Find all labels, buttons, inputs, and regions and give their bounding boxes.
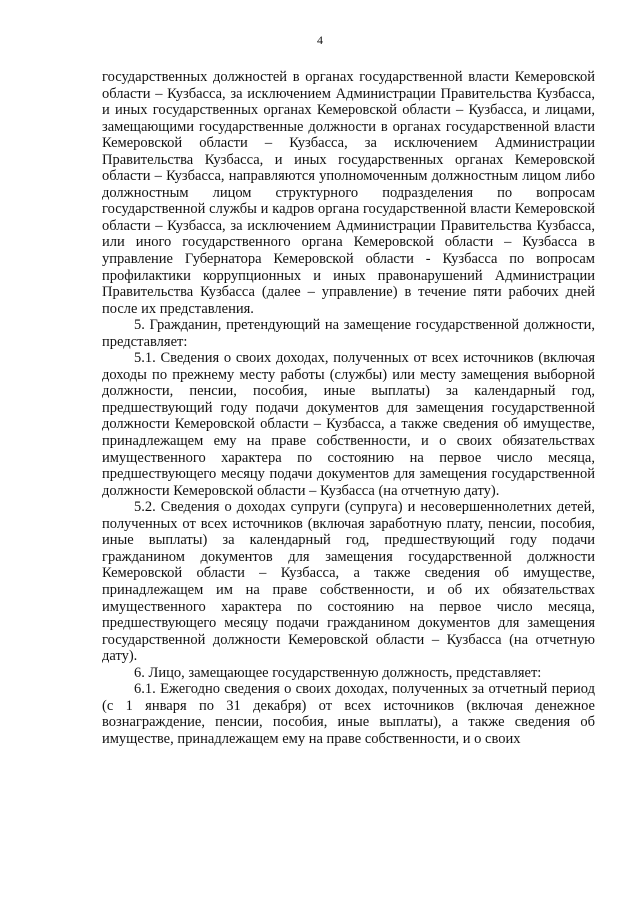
paragraph-item-5-1: 5.1. Сведения о своих доходах, полученных от всех источников (включая доходы по прежнему месту работы (службы) или месту замещения выборной должности, пенсии, пособия, иные выплаты) за календарный год, предшествующий году подачи документов для замещения государственной должности Кемеровской области – Кузбасса, а также сведения об имуществе, принадлежащем ему на праве собственности, и о своих обязательствах имущественного характера по состоянию на первое число месяца, предшествующего месяцу подачи документов для замещения государственной должности Кемеровской области – Кузбасса (на отчетную дату). (102, 350, 595, 499)
page-number: 4 (317, 33, 323, 47)
paragraph-item-6: 6. Лицо, замещающее государственную должность, представляет: (134, 664, 542, 681)
paragraph-item-5: 5. Гражданин, претендующий на замещение государственной должности, представляет: (102, 317, 595, 350)
paragraph-item-5-2: 5.2. Сведения о доходах супруги (супруга) и несовершеннолетних детей, полученных от всех источников (включая заработную плату, пенсии, пособия, иные выплаты) за календарный год, предшествующий году подачи гражданином документов для замещения государственной должности Кемеровской области – Кузбасса, а также сведения об имуществе, принадлежащем им на праве собственности, и об их обязательствах имущественного характера по состоянию на первое число месяца, предшествующего месяцу подачи гражданином документов для замещения государственной должности Кемеровской области – Кузбасса (на отчетную дату). (102, 499, 595, 665)
paragraph-item-6-1: 6.1. Ежегодно сведения о своих доходах, полученных за отчетный период (с 1 января по 31 декабря) от всех источников (включая денежное вознаграждение, пенсии, пособия, иные выплаты), а также сведения об имуществе, принадлежащем ему на праве собственности, и о своих (102, 681, 595, 747)
paragraph-continuation: государственных должностей в органах государственной власти Кемеровской области – Кузбасса, за исключением Администрации Правительства Кузбасса, и иных государственных органах Кемеровской области – Кузбасса, и лицами, замещающими государственные должности в органах государственной власти Кемеровской области – Кузбасса, за исключением Администрации Правительства Кузбасса, и иных государственных органах Кемеровской области – Кузбасса, направляются уполномоченным должностным лицом либо должностным лицом структурного подразделения по вопросам государственной службы и кадров органа государственной власти Кемеровской области – Кузбасса, за исключением Администрации Правительства Кузбасса, или иного государственного органа Кемеровской области – Кузбасса в управление Губернатора Кемеровской области - Кузбасса по вопросам профилактики коррупционных и иных правонарушений Администрации Правительства Кузбасса (далее – управление) в течение пяти рабочих дней после их представления. (102, 69, 595, 317)
document-body (102, 69, 595, 747)
